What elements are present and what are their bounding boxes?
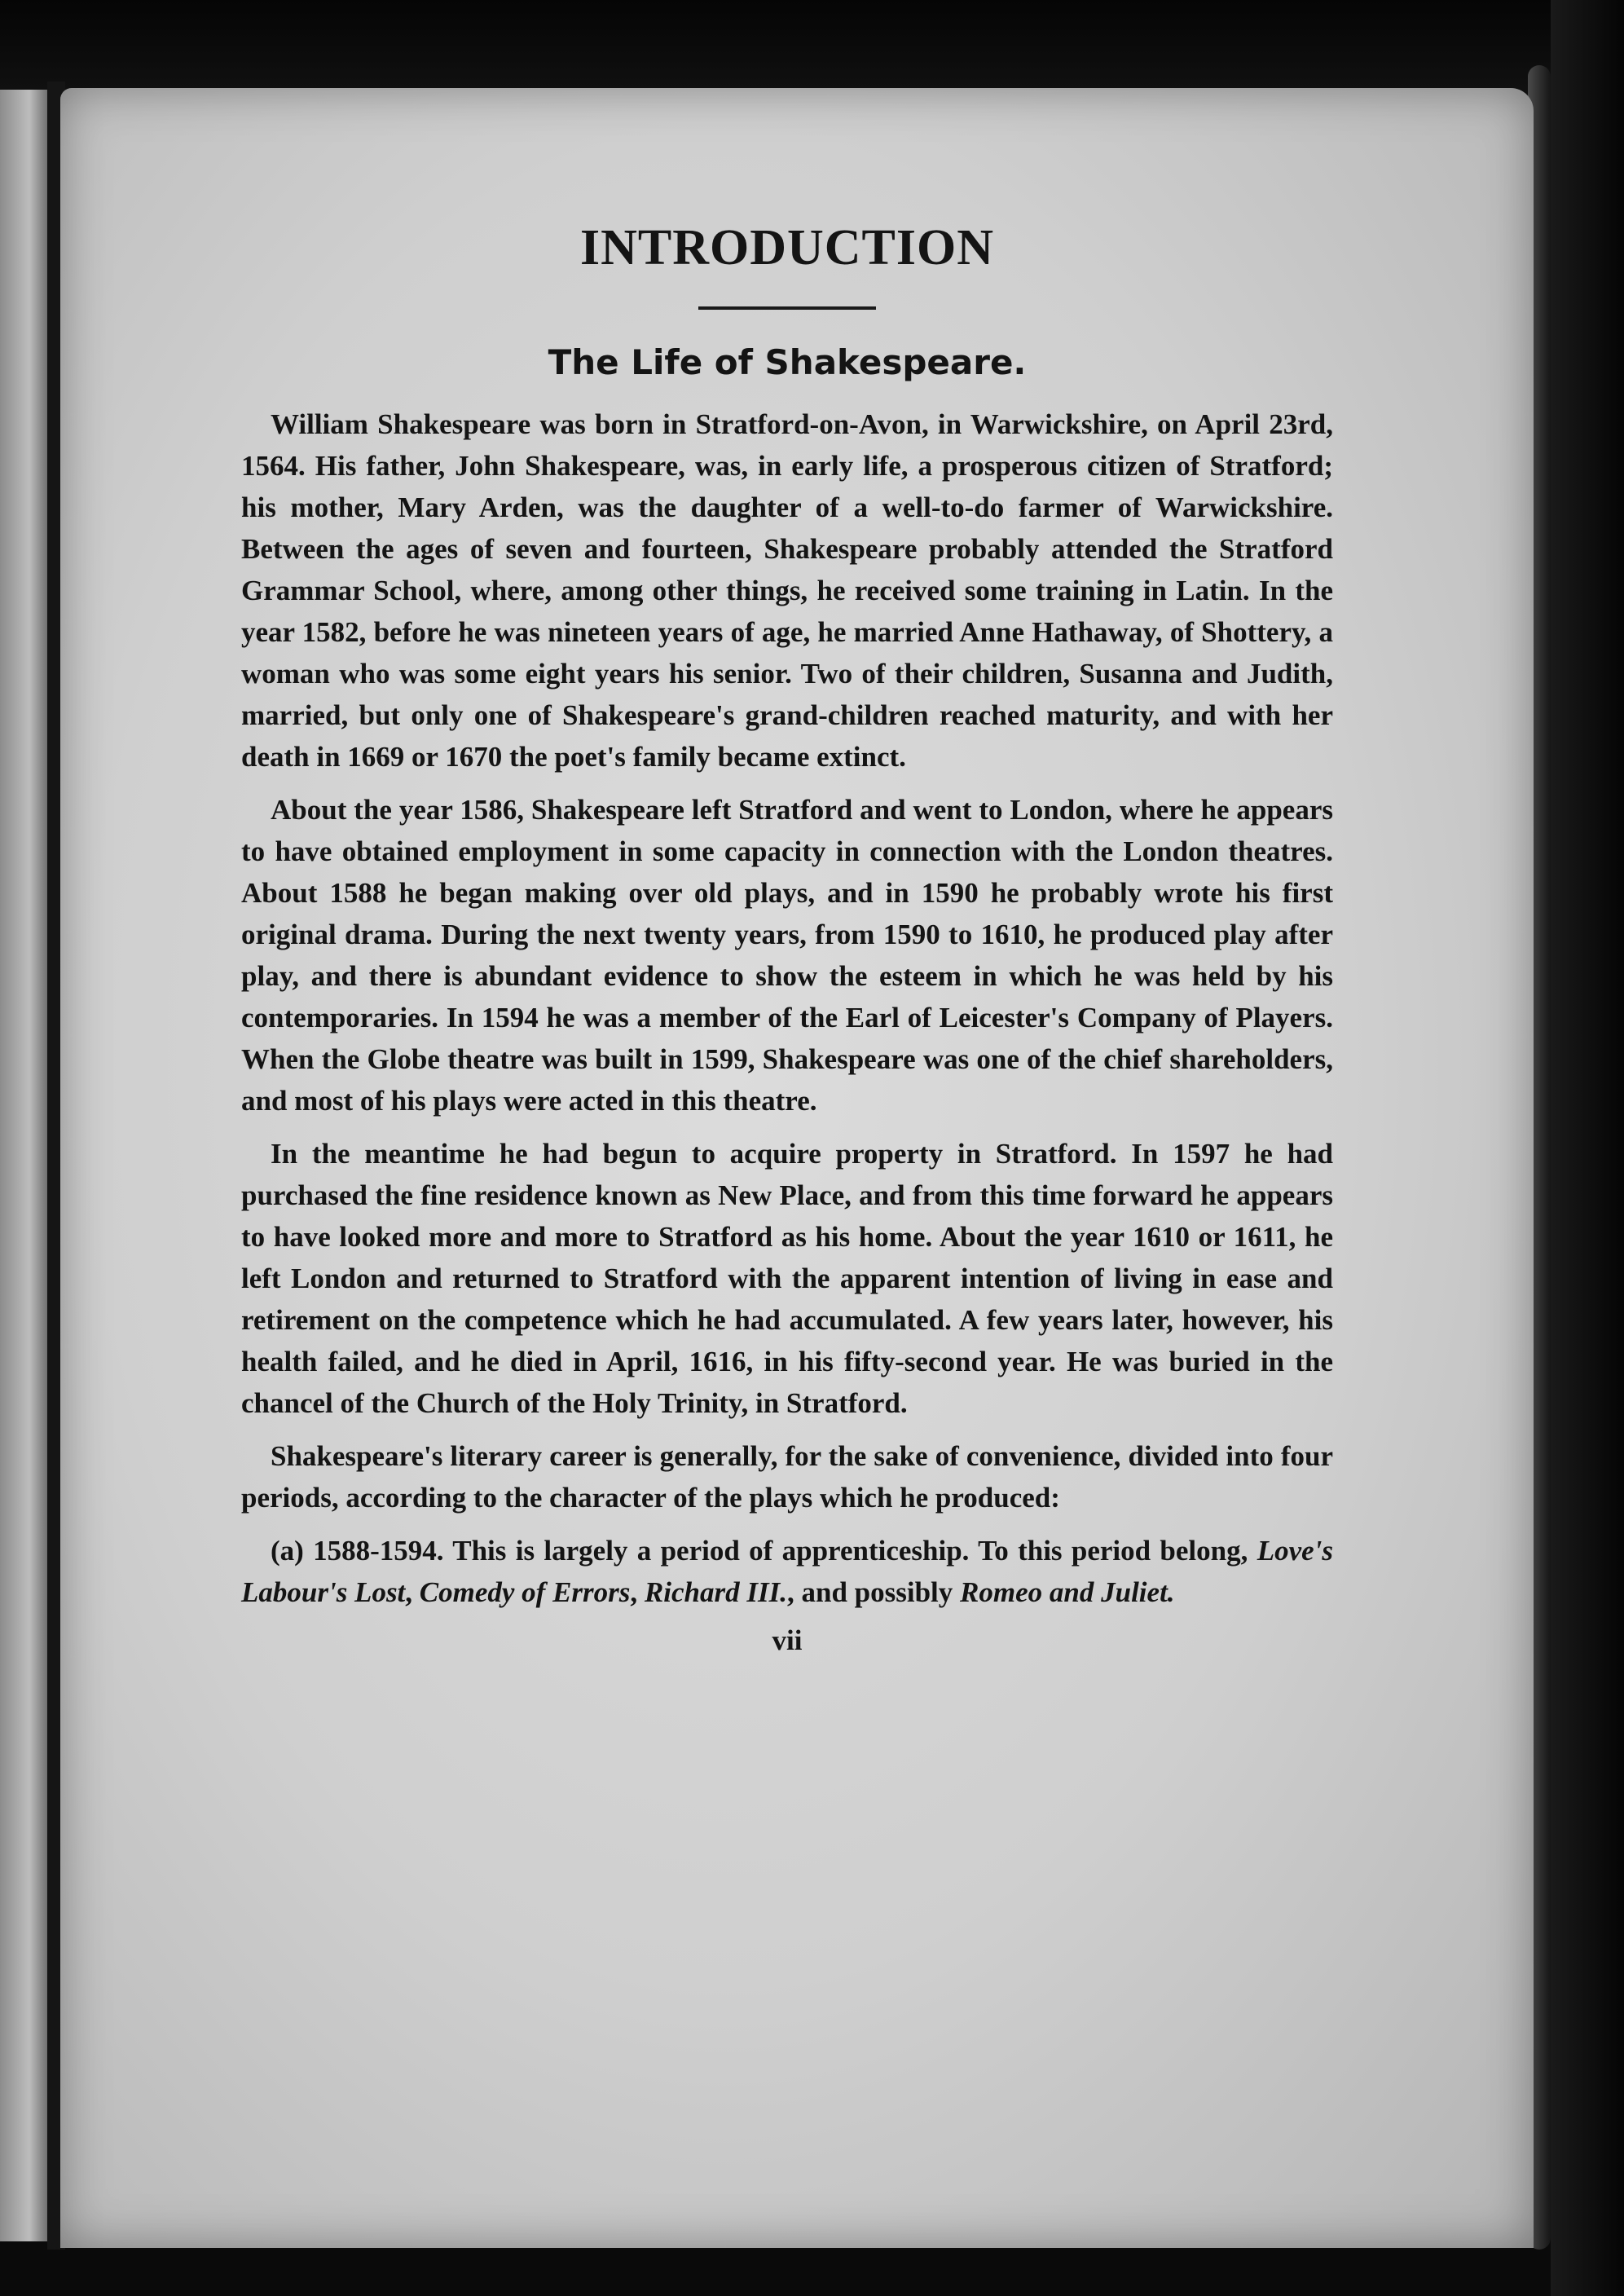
page-number: vii	[772, 1624, 803, 1656]
facing-page-edge	[0, 90, 49, 2241]
page-text	[241, 220, 1333, 1657]
book-binding	[1551, 0, 1624, 2296]
heading-rule	[698, 306, 876, 310]
paragraph-1: William Shakespeare was born in Stratford-on-Avon, in Warwickshire, on April 23rd, 1564. His father, John Shakespeare, was, in early life, a prosperous citizen of Stratford; his mother, Mary Arden, was the daughter of a well-to-do farmer of Warwickshire. Between the ages of seven and fourteen, Shakespeare probably attended the Stratford Grammar School, where, among other things, he received some training in Latin. In the year 1582, before he was nineteen years of age, he married Anne Hathaway, of Shottery, a woman who was some eight years his senior. Two of their children, Susanna and Judith, married, but only one of Shakespeare's grand-children reached maturity, and with her death in 1669 or 1670 the poet's family became extinct.	[241, 408, 1333, 773]
scan-background	[0, 0, 1624, 98]
play-title: Richard III.	[644, 1575, 787, 1608]
section-title: The Life of Shakespeare.	[548, 342, 1027, 383]
play-title: Comedy of Errors	[419, 1575, 631, 1608]
play-title: Love's Labour's Lost	[241, 1534, 1334, 1608]
paragraph-3: In the meantime he had begun to acquire property in Stratford. In 1597 he had purchased the fine residence known as New Place, and from this time forward he appears to have looked more and more to Stratford as his home. About the year 1610 or 1611, he left London and returned to Stratford with the apparent intention of living in ease and retirement on the competence which he had accumulated. A few years later, however, his health failed, and he died in April, 1616, in his fifty-second year. He was buried in the chancel of the Church of the Holy Trinity, in Stratford.	[241, 1137, 1333, 1419]
period-a-lead: (a) 1588-1594. This is largely a period of apprenticeship. To this period belong,	[271, 1534, 1248, 1567]
connector-text: and possibly	[801, 1575, 953, 1608]
play-title: Romeo and Juliet.	[960, 1575, 1175, 1608]
paragraph-4: Shakespeare's literary career is generally, for the sake of convenience, divided into four periods, according to the character of the plays which he produced:	[241, 1439, 1333, 1514]
paragraph-5: (a) 1588-1594. This is largely a period of apprenticeship. To this period belong, Love's Labour's Lost, Comedy of Errors, Richard III., and possibly Romeo and Juliet.	[241, 1534, 1334, 1608]
page-heading: INTRODUCTION	[579, 220, 995, 275]
paragraph-2: About the year 1586, Shakespeare left Stratford and went to London, where he appears to have obtained employment in some capacity in connection with the London theatres. About 1588 he began making over old plays, and in 1590 he probably wrote his first original drama. During the next twenty years, from 1590 to 1610, he produced play after play, and there is abundant evidence to show the esteem in which he was held by his contemporaries. In 1594 he was a member of the Earl of Leicester's Company of Players. When the Globe theatre was built in 1599, Shakespeare was one of the chief shareholders, and most of his plays were acted in this theatre.	[241, 793, 1333, 1117]
